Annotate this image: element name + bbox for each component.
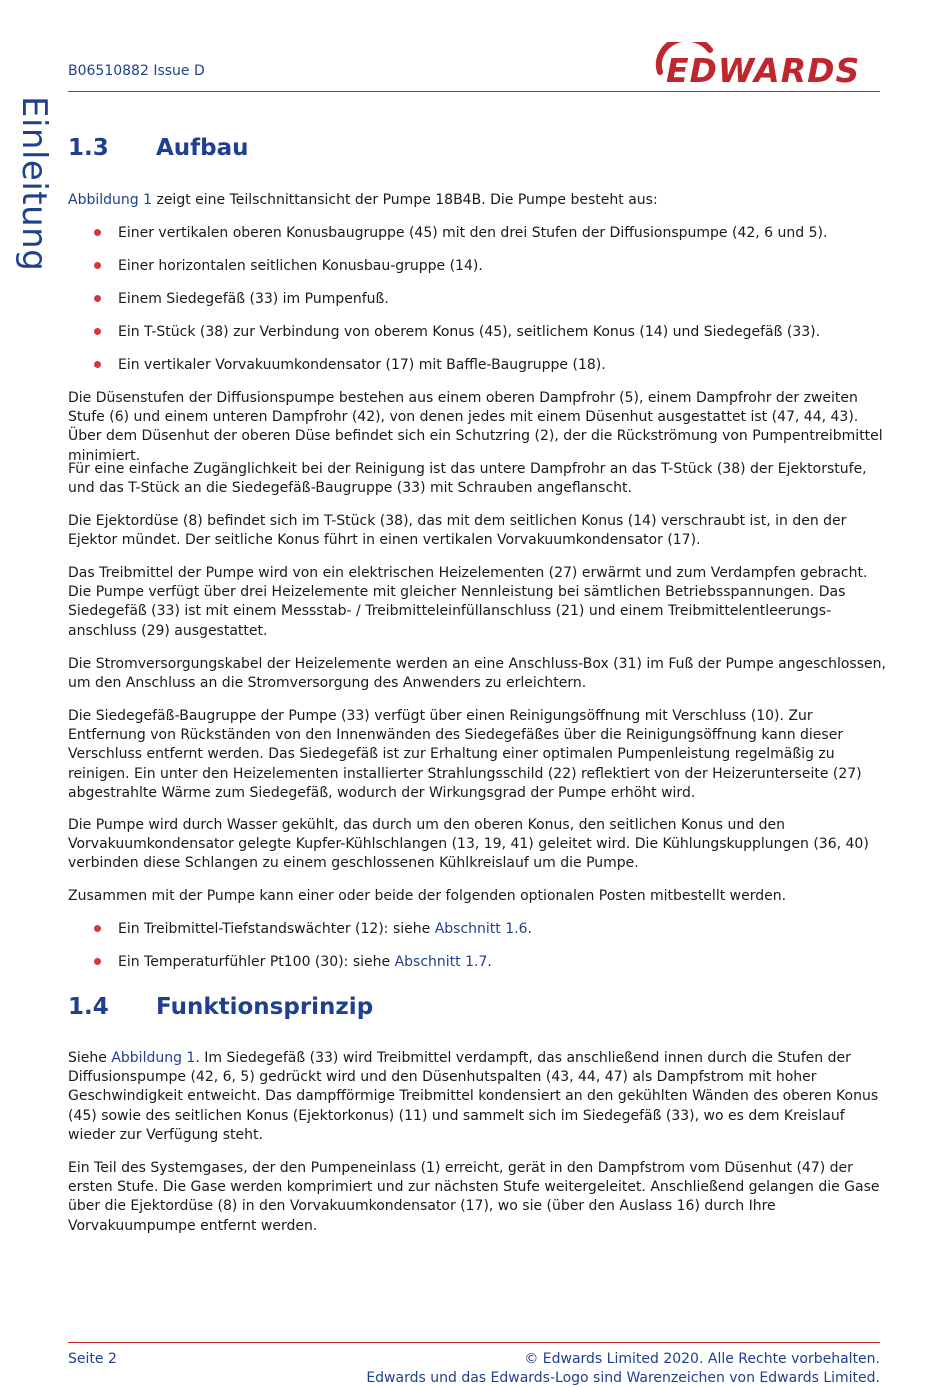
body-paragraph: Die Düsenstufen der Diffusionspumpe bestehen aus einem oberen Dampfrohr (5), einem Dampfrohr der zweiten Stufe (6) und einem unteren Dampfrohr (42), von denen jedes mit einem Düsenhut ausgestattet ist (47, 44, 43). Über dem Düsenhut der oberen Düse befindet sich ein Schutzring (2), der die Rückströmung von Pumpentreibmittel minimiert. xyxy=(68,390,883,464)
bullet-icon xyxy=(94,262,101,269)
figure-link[interactable]: Abbildung 1 xyxy=(68,192,153,208)
body-paragraph: Für eine einfache Zugänglichkeit bei der Reinigung ist das untere Dampfrohr an das T-Stück (38) der Ejektorstufe, und das T-Stück an die Siedegefäß-Baugruppe (33) mit Schrauben angeflanscht. xyxy=(68,461,867,497)
body-paragraph: Siehe Abbildung 1. Im Siedegefäß (33) wird Treibmittel verdampft, das anschließend innen durch die Stufen der Diffusionspumpe (42, 6, 5) gedrückt wird und den Düsenhutspalten (43, 44, 47) als Dampfstrom mit hoher Geschwindigkeit entweicht. Das dampfförmige Treibmittel kondensiert an den gekühlten Wänden des oberen Konus (45) sowie des seitlichen Konus (Ejektorkonus) (11) und sammelt sich im Siedegefäß (33), wo es dem Kreislauf wieder zur Verfügung steht. xyxy=(68,1050,879,1143)
list-item: Einem Siedegefäß (33) im Pumpenfuß. xyxy=(118,291,389,307)
body-paragraph: Die Pumpe wird durch Wasser gekühlt, das durch um den oberen Konus, den seitlichen Konus und den Vorvakuumkondensator gelegte Kupfer-Kühlschlangen (13, 19, 41) geleitet wird. Die Kühlungskupplungen (36, 40) verbinden diese Schlangen zu einem geschlossenen Kühlkreislauf um die Pumpe. xyxy=(68,817,869,872)
copyright-notice: © Edwards Limited 2020. Alle Rechte vorbehalten. xyxy=(524,1351,880,1367)
page-number: Seite 2 xyxy=(68,1351,117,1367)
bullet-icon xyxy=(94,925,101,932)
list-item: Ein T-Stück (38) zur Verbindung von oberem Konus (45), seitlichem Konus (14) und Siedegefäß (33). xyxy=(118,324,821,340)
section-link[interactable]: Abschnitt 1.6 xyxy=(434,921,528,937)
header-rule xyxy=(68,91,880,92)
list-item: Ein vertikaler Vorvakuumkondensator (17) mit Baffle-Baugruppe (18). xyxy=(118,357,606,373)
bullet-icon xyxy=(94,361,101,368)
edwards-logo xyxy=(652,42,902,88)
bullet-icon xyxy=(94,328,101,335)
document-id: B06510882 Issue D xyxy=(68,63,205,79)
section-title: Aufbau xyxy=(156,135,249,161)
figure-link[interactable]: Abbildung 1 xyxy=(111,1050,196,1066)
bullet-icon xyxy=(94,229,101,236)
svg-text:EDWARDS: EDWARDS xyxy=(666,51,861,88)
section-heading-1-4 xyxy=(68,994,373,1020)
section-heading-1-3 xyxy=(68,135,249,161)
footer-rule xyxy=(68,1342,880,1343)
list-item: Einer horizontalen seitlichen Konusbau-gruppe (14). xyxy=(118,258,483,274)
body-paragraph: Zusammen mit der Pumpe kann einer oder beide der folgenden optionalen Posten mitbestellt werden. xyxy=(68,888,787,904)
intro-paragraph: Abbildung 1 zeigt eine Teilschnittansicht der Pumpe 18B4B. Die Pumpe besteht aus: xyxy=(68,192,658,208)
body-paragraph: Ein Teil des Systemgases, der den Pumpeneinlass (1) erreicht, gerät in den Dampfstrom vom Düsenhut (47) der ersten Stufe. Die Gase werden komprimiert und zur nächsten Stufe weitergeleitet. Anschließend gelangen die Gase über die Ejektordüse (8) in den Vorvakuumkondensator (17), wo sie (über den Auslass 16) durch Ihre Vorvakuumpumpe entfernt werden. xyxy=(68,1160,880,1234)
list-item: Ein Temperaturfühler Pt100 (30): siehe Abschnitt 1.7. xyxy=(118,954,492,970)
chapter-side-tab: Einleitung xyxy=(14,96,54,272)
body-paragraph: Das Treibmittel der Pumpe wird von ein elektrischen Heizelementen (27) erwärmt und zum Verdampfen gebracht. Die Pumpe verfügt über drei Heizelemente mit gleicher Nennleistung bei sämtlichen Betriebsspannungen. Das Siedegefäß (33) ist mit einem Messstab- / Treibmitteleinfüllanschluss (21) und einem Treibmittelentleerungs-anschluss (29) ausgestattet. xyxy=(68,565,868,639)
bullet-icon xyxy=(94,295,101,302)
body-paragraph: Die Stromversorgungskabel der Heizelemente werden an eine Anschluss-Box (31) im Fuß der Pumpe angeschlossen, um den Anschluss an die Stromversorgung des Anwenders zu erleichtern. xyxy=(68,656,886,692)
list-item: Ein Treibmittel-Tiefstandswächter (12): siehe Abschnitt 1.6. xyxy=(118,921,532,937)
section-title: Funktionsprinzip xyxy=(156,994,374,1020)
body-paragraph: Die Siedegefäß-Baugruppe der Pumpe (33) verfügt über einen Reinigungsöffnung mit Verschluss (10). Zur Entfernung von Rückständen von den Innenwänden des Siedegefäßes über die Reinigungsöffnung kann dieser Verschluss entfernt werden. Das Siedegefäß ist zur Erhaltung einer optimalen Pumpenleistung regelmäßig zu reinigen. Ein unter den Heizelementen installierter Strahlungsschild (22) reflektiert von der Heizerunterseite (27) abgestrahlte Wärme zum Siedegefäß, wodurch der Wirkungsgrad der Pumpe erhöht wird. xyxy=(68,708,862,801)
section-link[interactable]: Abschnitt 1.7 xyxy=(394,954,488,970)
trademark-notice: Edwards und das Edwards-Logo sind Warenzeichen von Edwards Limited. xyxy=(366,1370,880,1386)
section-number: 1.4 xyxy=(68,994,109,1020)
list-item: Einer vertikalen oberen Konusbaugruppe (45) mit den drei Stufen der Diffusionspumpe (42, 6 und 5). xyxy=(118,225,828,241)
section-number: 1.3 xyxy=(68,135,109,161)
bullet-icon xyxy=(94,958,101,965)
body-paragraph: Die Ejektordüse (8) befindet sich im T-Stück (38), das mit dem seitlichen Konus (14) verschraubt ist, in den der Ejektor mündet. Der seitliche Konus führt in einen vertikalen Vorvakuumkondensator (17). xyxy=(68,513,847,549)
